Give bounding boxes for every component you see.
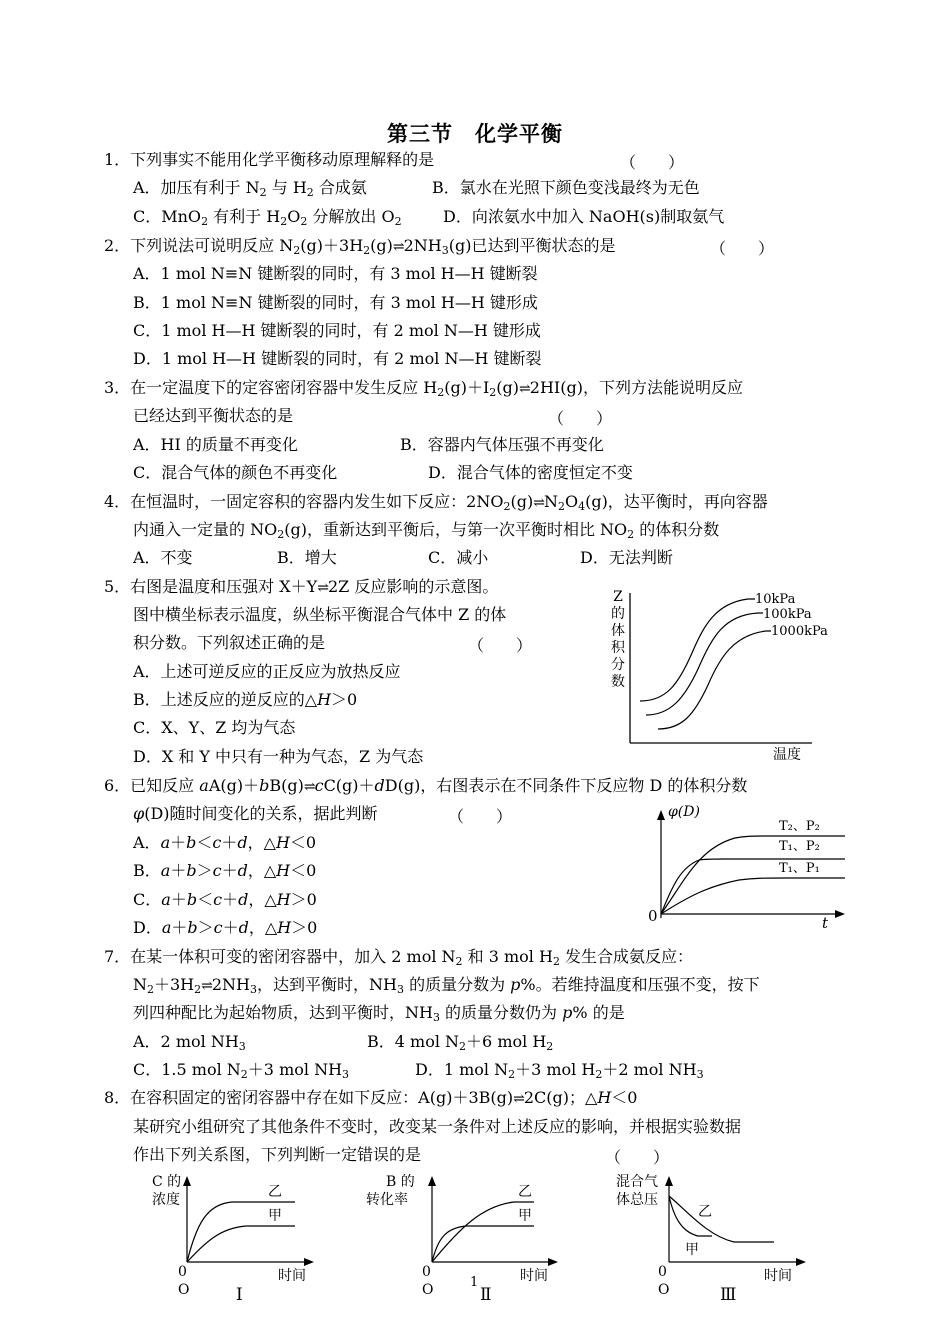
q6-curve-label-t1p1: T₁、P₁: [779, 861, 820, 876]
q8-g2-roman-label: Ⅱ: [480, 1285, 492, 1305]
q8-g1-x-label: 时间: [278, 1268, 306, 1284]
q5-answer-paren: （ ）: [468, 636, 533, 655]
q6-option-b: B．a＋b＞c＋d，△H＜0: [133, 861, 317, 880]
q7-option-c: C．1.5 mol $N_2+3$ mol $NH_3$: [133, 1060, 350, 1081]
q8-g1-y-label-2: 浓度: [152, 1192, 180, 1208]
q4-option-b: B．增大: [277, 548, 337, 567]
q7-stem-line3: 列四种配比为起始物质，达到平衡时，$NH_3$ 的质量分数仍为 p% 的是: [133, 1003, 625, 1024]
q3-option-b: B．容器内气体压强不再变化: [400, 435, 604, 454]
q6-curve-t1p1: [661, 878, 845, 914]
q8-g1-y-arrow: [183, 1176, 191, 1186]
q6-graph: [645, 800, 855, 930]
q7-option-a: A．2 mol $NH_3$: [133, 1032, 246, 1053]
q8-g1-curve-jia: [187, 1226, 295, 1262]
q3-option-c: C．混合气体的颜色不再变化: [133, 463, 338, 482]
q2-option-d: D．1 mol H—H 键断裂的同时，有 2 mol N—H 键断裂: [133, 349, 542, 368]
svg-text:体: 体: [611, 623, 625, 639]
q8-stem-line2: 某研究小组研究了其他条件不变时，改变某一条件对上述反应的影响，并根据实验数据: [133, 1117, 742, 1136]
q8-g3-y-arrow: [665, 1176, 673, 1186]
q8-g2-series-jia: 甲: [518, 1208, 532, 1224]
q6-origin-label: 0: [648, 907, 658, 925]
q1-option-d: D．向浓氨水中加入 NaOH(s)制取氨气: [443, 207, 725, 226]
q7-stem-line2: $N_2+3H_2\rightleftharpoons 2NH_3$，达到平衡时，$NH_3$ 的质量分数为 p%。若维持温度和压强不变，按下: [133, 975, 760, 996]
q2-option-b: B．1 mol N≡N 键断裂的同时，有 3 mol H—H 键形成: [133, 293, 538, 312]
q4-stem-line1: 4．在恒温时，一固定容积的容器内发生如下反应：$2NO_2(g)\rightleftharpoons N_2O_4(g)$，达平衡时，再向容器: [104, 492, 768, 513]
q1-stem: 1．下列事实不能用化学平衡移动原理解释的是: [104, 150, 435, 169]
q5-curve-label-100kpa: 100kPa: [763, 607, 812, 622]
q7-option-b: B．4 mol $N_2+6$ mol $H_2$: [367, 1032, 554, 1053]
q6-y-arrow: [657, 810, 665, 820]
q2-option-c: C．1 mol H—H 键断裂的同时，有 2 mol N—H 键形成: [133, 321, 541, 340]
q8-g3-roman-label: Ⅲ: [720, 1285, 737, 1305]
q5-option-b: B．上述反应的逆反应的△H＞0: [133, 690, 358, 709]
q5-stem-line1: 5．右图是温度和压强对 X＋Y⇌2Z 反应影响的示意图。: [104, 577, 499, 596]
q8-g3-y-label-2: 体总压: [616, 1192, 658, 1208]
q8-g2-y-arrow: [428, 1176, 436, 1186]
q2-option-a: A．1 mol N≡N 键断裂的同时，有 3 mol H—H 键断裂: [133, 264, 538, 283]
svg-text:数: 数: [611, 674, 625, 690]
q4-option-a: A．不变: [133, 548, 193, 567]
q8-g2-x-arrow: [548, 1258, 558, 1266]
q7-stem-line1: 7．在某一体积可变的密闭容器中，加入 2 mol $N_2$ 和 3 mol $H_2$ 发生合成氨反应：: [104, 947, 694, 968]
q8-g3-origin-label: 0: [658, 1264, 667, 1280]
q3-option-a: A．HI 的质量不再变化: [133, 435, 298, 454]
q8-answer-paren: （ ）: [605, 1148, 670, 1167]
q8-stem-line1: 8．在容积固定的密闭容器中存在如下反应：A(g)＋3B(g)⇌2C(g)；△H＜0: [104, 1088, 638, 1107]
q5-option-a: A．上述可逆反应的正反应为放热反应: [133, 662, 401, 681]
q6-answer-paren: （ ）: [448, 807, 513, 826]
q6-stem-line1: 6．已知反应 aA(g)＋bB(g)⇌cC(g)＋dD(g)，右图表示在不同条件下反应物 D 的体积分数: [104, 776, 748, 795]
q7-option-d: D．1 mol $N_2+3$ mol $H_2+2$ mol $NH_3$: [415, 1060, 704, 1081]
q3-stem-line1: 3．在一定温度下的定容密闭容器中发生反应 $H_2(g)+I_2(g)\rightleftharpoons 2HI(g)$，下列方法能说明反应: [104, 378, 743, 399]
q8-g1-o-label: O: [178, 1282, 190, 1298]
q5-curve-label-1000kpa: 1000kPa: [771, 624, 828, 639]
q1-option-c: C．MnO$_2$ 有利于 $H_2O_2$ 分解放出 $O_2$: [133, 207, 402, 228]
q8-g3-x-arrow: [796, 1258, 806, 1266]
q2-stem: 2．下列说法可说明反应 $N_2(g)+3H_2(g)\rightleftharpoons 2NH_3(g)$已达到平衡状态的是: [104, 236, 616, 257]
q5-curve-label-10kpa: 10kPa: [755, 592, 796, 607]
q5-graph: [600, 585, 860, 765]
q8-g1-roman-label: Ⅰ: [236, 1285, 243, 1305]
q8-graph-2: [364, 1172, 564, 1307]
q4-stem-line2: 内通入一定量的 $NO_2(g)$，重新达到平衡后，与第一次平衡时相比 $NO_2$ 的体积分数: [133, 520, 720, 541]
q8-g3-series-jia: 甲: [685, 1242, 699, 1258]
q2-answer-paren: （ ）: [710, 239, 775, 258]
svg-text:积: 积: [611, 640, 625, 656]
q8-g3-curve-yi: [669, 1196, 774, 1242]
q8-graph-3: [612, 1172, 812, 1307]
q6-curve-label-t1p2: T₁、P₂: [779, 839, 820, 854]
q8-g3-series-yi: 乙: [698, 1204, 712, 1220]
q8-g1-series-jia: 甲: [268, 1208, 282, 1224]
q6-option-a: A．a＋b＜c＋d，△H＜0: [133, 833, 317, 852]
q8-g1-origin-label: 0: [178, 1264, 187, 1280]
q1-option-a: A．加压有利于 $N_2$ 与 $H_2$ 合成氨: [133, 178, 367, 199]
q8-g1-x-arrow: [304, 1258, 314, 1266]
q8-g2-series-yi: 乙: [518, 1184, 532, 1200]
q5-option-c: C．X、Y、Z 均为气态: [133, 718, 296, 737]
svg-text:的: 的: [611, 606, 625, 622]
q6-x-arrow: [835, 910, 845, 918]
q8-g3-y-label-1: 混合气: [616, 1174, 658, 1190]
q5-x-label: 温度: [773, 747, 801, 763]
q6-curve-label-t2p2: T₂、P₂: [779, 819, 820, 834]
q5-curve-1000kpa: [658, 631, 771, 729]
svg-text:分: 分: [611, 657, 625, 673]
q1-option-b: B．氯水在光照下颜色变浅最终为无色: [432, 178, 700, 197]
q3-answer-paren: （ ）: [548, 409, 613, 428]
q5-curve-10kpa: [640, 599, 755, 701]
q5-option-d: D．X 和 Y 中只有一种为气态，Z 为气态: [133, 747, 424, 766]
q6-option-c: C．a＋b＜c＋d，△H＞0: [133, 890, 317, 909]
q8-g3-x-label: 时间: [764, 1268, 792, 1284]
q8-stem-line3: 作出下列关系图，下列判断一定错误的是: [133, 1145, 422, 1164]
page-title: 第三节 化学平衡: [387, 121, 563, 146]
q5-stem-line3: 积分数。下列叙述正确的是: [133, 633, 326, 652]
q5-y-label: [611, 589, 626, 690]
q8-g2-note: 1: [470, 1275, 479, 1290]
svg-text:Z: Z: [613, 589, 623, 605]
q3-option-d: D．混合气体的密度恒定不变: [428, 463, 633, 482]
q4-option-d: D．无法判断: [580, 548, 673, 567]
q8-g1-series-yi: 乙: [268, 1184, 282, 1200]
q6-option-d: D．a＋b＞c＋d，△H＞0: [133, 918, 318, 937]
q1-answer-paren: （ ）: [620, 153, 685, 172]
q8-g2-origin-label: 0: [422, 1264, 431, 1280]
q5-stem-line2: 图中横坐标表示温度，纵坐标平衡混合气体中 Z 的体: [133, 605, 507, 624]
q6-x-label: t: [822, 914, 829, 932]
q8-g3-o-label: O: [658, 1282, 670, 1298]
q3-stem-line2: 已经达到平衡状态的是: [133, 406, 294, 425]
q8-g2-y-label-2: 转化率: [366, 1192, 408, 1208]
q8-g2-x-label: 时间: [520, 1268, 548, 1284]
q8-g2-y-label-1: B 的: [386, 1174, 415, 1190]
q8-g2-o-label: O: [422, 1282, 434, 1298]
q6-stem-line2: φ(D)随时间变化的关系，据此判断: [133, 804, 378, 823]
q6-y-label: φ(D): [668, 804, 700, 820]
q8-g1-y-label-1: C 的: [152, 1174, 182, 1190]
q4-option-c: C．减小: [428, 548, 489, 567]
q8-graph-1: [150, 1172, 320, 1307]
